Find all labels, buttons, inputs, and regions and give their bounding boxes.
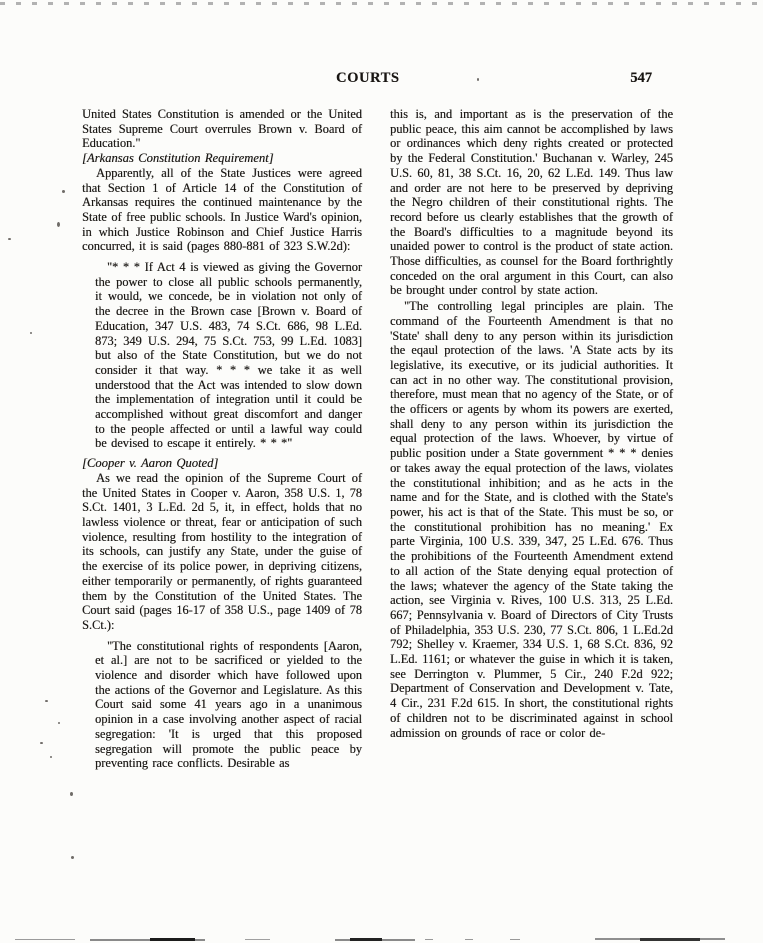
paragraph-continuation: United States Constitution is amended or the United States Supreme Court overrules Brown v. Board of Education." (82, 107, 362, 151)
scan-artifact-bottom-line (15, 939, 75, 940)
running-header (0, 70, 763, 88)
page-number: 547 (630, 70, 652, 86)
scan-speck (45, 700, 48, 702)
scan-speck (71, 856, 74, 859)
scan-speck (8, 238, 11, 240)
paragraph: As we read the opinion of the Supreme Court of the United States in Cooper v. Aaron, 358 U.S. 1, 78 S.Ct. 1401, 3 L.Ed. 2d 5, it, in effect, holds that no lawless violence or threat, fear or anticipation of such violence, resulting from hostility to the integration of its schools, can justify any State, under the guise of the exercise of its police power, in depriving citizens, either temporarily or permanently, of rights guaranteed them by the Constitution of the United States. The Court said (pages 16-17 of 358 U.S., page 1409 of 78 S.Ct.): (82, 470, 362, 632)
scan-artifact-bottom-line (150, 938, 195, 941)
scan-artifact-bottom-line (245, 939, 270, 940)
scan-artifact-bottom-line (350, 938, 382, 941)
scan-artifact-top-dotted-edge (0, 2, 763, 5)
scan-speck (40, 742, 43, 744)
left-column (82, 107, 362, 776)
scan-speck (30, 332, 32, 334)
block-quote-constitutional-rights: "The constitutional rights of respondents [Aaron, et al.] are not to be sacrificed or yielded to the violence and disorder which have followed upon the actions of the Governor and Legislature. As this Court said some 41 years ago in a unanimous opinion in a case involving another aspect of racial segregation: 'It is urged that this proposed segregation will promote the public peace by preventing race conflicts. Desirable as (95, 638, 362, 771)
scan-artifact-bottom-line (510, 939, 520, 940)
right-column (390, 107, 673, 740)
paragraph-continuation: this is, and important as is the preservation of the public peace, this aim cannot be accomplished by laws or ordinances which deny rights created or protected by the Federal Constitution.' Buchanan v. Warley, 245 U.S. 60, 81, 38 S.Ct. 16, 20, 62 L.Ed. 149. Thus law and order are not here to be preserved by depriving the Negro children of their constitutional rights. The record before us clearly establishes that the growth of the Board's difficulties to a magnitude beyond its unaided power to control is the product of state action. Those difficulties, as counsel for the Board forthrightly conceded on the oral argument in this Court, can also be brought under control by state action. (390, 107, 673, 298)
running-head-title: COURTS (336, 70, 400, 86)
scan-speck (50, 756, 52, 758)
scan-artifact-bottom-line (425, 939, 433, 940)
section-heading-cooper-v-aaron: [Cooper v. Aaron Quoted] (82, 456, 219, 471)
block-quote-act4: "* * * If Act 4 is viewed as giving the Governor the power to close all public schools permanently, it would, we concede, be in violation not only of the decree in the Brown case [Brown v. Board of Education, 347 U.S. 483, 74 S.Ct. 686, 98 L.Ed. 873; 349 U.S. 294, 75 S.Ct. 753, 99 L.Ed. 1083] but also of the State Constitution, but we do not consider it that way. * * * we take it as well understood that the Act was intended to slow down the implementation of integration until it could be accomplished without great discomfort and danger to the people affected or until a lawful way could be devised to escape it entirely. * * *" (95, 260, 362, 451)
scan-artifact-bottom-line (640, 938, 700, 941)
scan-speck (62, 190, 65, 193)
scan-speck (70, 792, 73, 796)
paragraph: "The controlling legal principles are plain. The command of the Fourteenth Amendment is that no 'State' shall deny to any person within its jurisdiction the eqaul protection of the laws. 'A State acts by its legislative, its executive, or its judicial authorities. It can act in no other way. The constitutional provision, therefore, must mean that no agency of the State, or of the officers or agents by whom its powers are exerted, shall deny to any person within its jurisdiction the equal protection of the laws. Whoever, by virtue of public position under a State government * * * denies or takes away the equal protection of the laws, violates the constitutional inhibition; and as he acts in the name and for the State, and is clothed with the State's power, his act is that of the State. This must be so, or the constitutional prohibition has no meaning.' Ex parte Virginia, 100 U.S. 339, 347, 25 L.Ed. 676. Thus the prohibitions of the Fourteenth Amendment extend to all action of the State denying equal protection of the laws; whatever the agency of the State taking the action, see Virginia v. Rives, 100 U.S. 313, 25 L.Ed. 667; Pennsylvania v. Board of Directors of City Trusts of Philadelphia, 353 U.S. 230, 77 S.Ct. 806, 1 L.Ed.2d 792; Shelley v. Kraemer, 334 U.S. 1, 68 S.Ct. 836, 92 L.Ed. 1161; or whatever the guise in which it is taken, see Derrington v. Plummer, 5 Cir., 240 F.2d 922; Department of Conservation and Development v. Tate, 4 Cir., 231 F.2d 615. In short, the constitutional rights of children not to be discriminated against in school admission on grounds of race or color de- (390, 299, 673, 740)
scan-artifact-bottom-line (465, 939, 473, 940)
scan-speck (57, 222, 60, 227)
section-heading-arkansas-constitution: [Arkansas Constitution Requirement] (82, 151, 274, 166)
paragraph: Apparently, all of the State Justices were agreed that Section 1 of Article 14 of the Constitution of Arkansas requires the continued maintenance by the State of free public schools. In Justice Ward's opinion, in which Justice Robinson and Chief Justice Harris concurred, it is said (pages 880-881 of 323 S.W.2d): (82, 165, 362, 254)
scan-speck (58, 722, 60, 724)
